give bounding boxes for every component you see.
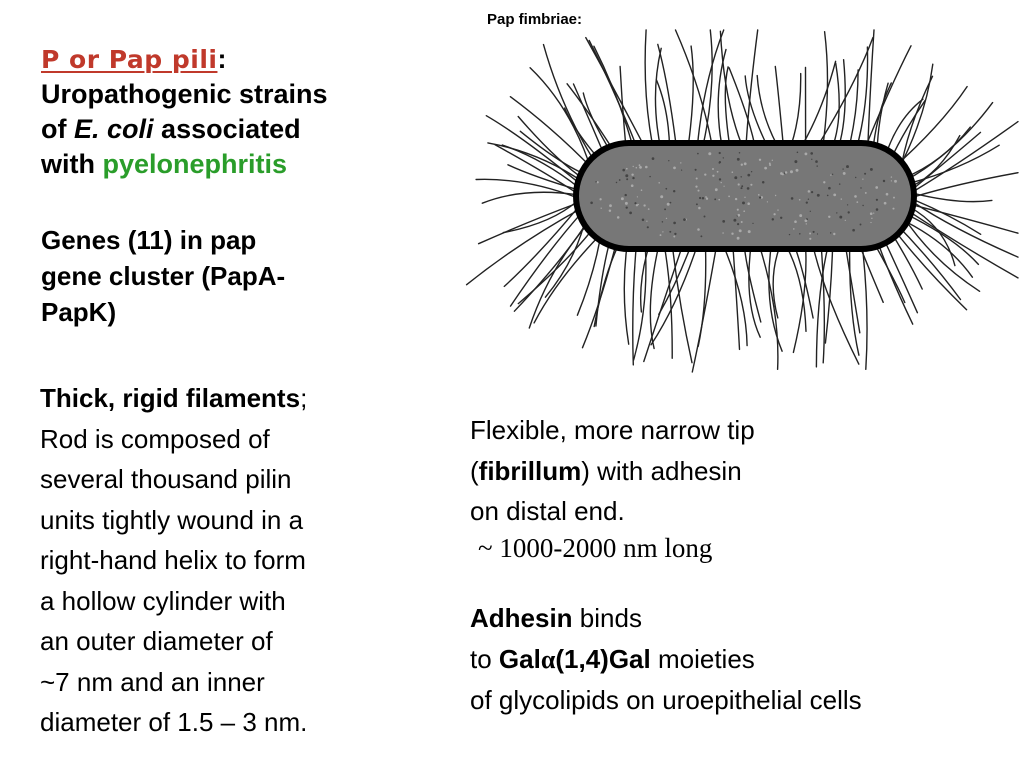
texture-dot [680,162,681,163]
texture-dot [865,192,867,194]
fimbria [909,145,999,183]
texture-dot [696,177,698,179]
texture-dot [695,169,697,171]
fimbria [733,249,739,350]
texture-dot [717,171,719,173]
texture-dot [634,202,636,204]
texture-dot [629,212,632,215]
fimbria [894,221,961,299]
texture-dot [827,195,829,197]
texture-dot [712,168,714,170]
texture-dot [704,216,706,218]
title-line [41,42,421,77]
texture-dot [759,159,761,161]
tip-line2-rest: ) with adhesin [581,455,742,486]
texture-dot [673,236,675,238]
texture-dot [852,229,855,232]
rod-description-block [40,378,420,743]
title-description-line1: Uropathogenic strains [41,79,328,109]
fimbria [672,244,692,363]
linkage-text: (1,4)Gal [555,643,651,674]
texture-dot [697,228,700,231]
rod-line: units tightly wound in a [40,504,304,535]
genes-line2: gene cluster (PapA- [41,261,286,291]
texture-dot [621,197,624,200]
rod-line: an outer diameter of [40,626,273,656]
texture-dot [599,198,601,200]
fimbria [791,74,801,145]
rod-semicolon: ; [300,383,308,413]
texture-dot [674,233,676,235]
moieties-text: moieties [650,643,755,674]
texture-dot [673,190,675,192]
species-name: E. coli [74,114,154,144]
texture-dot [639,166,642,169]
texture-dot [772,218,774,220]
with-text: with [41,149,95,179]
open-paren: ( [470,455,479,486]
texture-dot [785,171,788,174]
adhesin-block [470,598,1010,721]
texture-dot [637,196,638,197]
tip-line2 [470,451,890,492]
texture-dot [737,223,739,225]
texture-dot [739,229,742,232]
texture-dot [698,190,700,192]
associated-text: associated [161,114,301,144]
texture-dot [670,202,672,204]
texture-dot [639,164,641,166]
texture-dot [665,188,667,190]
pap-fimbriae-illustration [430,5,1024,380]
title-block [41,42,421,182]
texture-dot [811,159,812,160]
texture-dot [698,207,701,210]
texture-dot [625,174,628,177]
texture-dot [673,222,676,225]
texture-dot [712,175,714,177]
texture-dot [696,203,698,205]
texture-dot [626,206,628,208]
texture-dot [797,152,799,154]
texture-dot [817,194,820,197]
fimbria [476,179,576,197]
texture-dot [742,201,745,204]
texture-dot [681,169,682,170]
texture-dot [744,162,747,165]
texture-dot [884,202,887,205]
texture-dot [759,197,761,199]
texture-dot [740,176,741,177]
texture-dot [702,197,704,199]
texture-dot [806,223,807,224]
fimbria [482,192,576,203]
texture-dot [839,183,840,184]
texture-dot [667,203,670,206]
texture-dot [609,210,611,212]
texture-dot [705,196,707,198]
fimbria [586,38,648,153]
texture-dot [658,182,660,184]
rod-line: ~7 nm and an inner [40,666,265,697]
fimbria [725,67,729,143]
texture-dot [830,232,831,233]
texture-dot [809,238,811,240]
texture-dot [633,166,634,167]
texture-dot [641,189,643,191]
of-text: of [41,114,67,144]
fimbria [831,63,839,150]
fibrillum-term: fibrillum [478,455,582,486]
texture-dot [723,157,724,158]
texture-dot [718,199,720,201]
adhesin-line2 [470,639,1010,681]
fibrillum-length: ~ 1000-2000 nm long [478,533,713,563]
texture-dot [843,172,846,175]
texture-dot [876,199,878,201]
texture-dot [839,216,842,219]
title-description-line3 [41,147,421,182]
texture-dot [823,181,825,183]
texture-dot [794,220,797,223]
texture-dot [741,164,743,166]
texture-dot [873,212,874,213]
texture-dot [719,162,721,164]
texture-dot [737,158,740,161]
texture-dot [805,153,808,156]
title-description-line2 [41,112,421,147]
texture-dot [699,197,701,199]
texture-dot [799,199,801,201]
texture-dot [817,233,818,234]
texture-dot [609,204,612,207]
texture-dot [642,219,645,222]
texture-dot [862,205,863,206]
texture-dot [737,237,740,240]
texture-dot [791,197,794,200]
texture-dot [597,181,599,183]
texture-dot [648,208,650,210]
texture-dot [617,216,620,219]
fimbria [746,30,758,143]
texture-dot [767,201,768,202]
texture-dot [714,198,716,200]
texture-dot [715,188,718,191]
texture-dot [871,218,872,219]
fimbria [504,206,579,286]
texture-dot [660,195,663,198]
fimbria [688,46,693,146]
texture-dot [626,168,628,170]
texture-dot [723,186,724,187]
texture-dot [862,178,863,179]
genes-line1: Genes (11) in pap [41,225,257,255]
texture-dot [662,231,663,232]
texture-dot [842,168,843,169]
texture-dot [766,168,767,169]
fimbria [914,193,992,201]
tip-description-block [470,410,890,532]
texture-dot [708,152,711,155]
texture-dot [777,209,778,210]
texture-dot [666,218,667,219]
texture-dot [626,178,628,180]
texture-dot [894,180,897,183]
texture-dot [848,211,850,213]
fimbria [914,173,1018,197]
texture-dot [616,182,617,183]
texture-dot [631,173,633,175]
texture-dot [737,214,740,217]
disease-name: pyelonephritis [102,149,288,179]
texture-dot [695,185,697,187]
texture-dot [660,234,662,236]
texture-dot [813,231,815,233]
title-colon: : [217,44,227,74]
texture-dot [719,152,721,154]
fimbria [745,249,761,322]
texture-dot [664,208,666,210]
fimbria [720,31,741,143]
texture-dot [773,213,775,215]
texture-dot [752,223,753,224]
texture-dot [747,174,750,177]
texture-dot [870,168,873,171]
texture-dot [622,169,625,172]
texture-dot [590,202,593,205]
to-text: to [470,643,499,674]
texture-dot [870,212,873,215]
texture-dot [625,194,627,196]
texture-dot [892,208,894,210]
adhesin-line3: of glycolipids on uroepithelial cells [470,685,862,715]
fimbria [645,30,654,151]
texture-dot [735,198,737,200]
texture-dot [845,220,846,221]
fimbria [802,61,836,146]
texture-dot [751,171,752,172]
texture-dot [864,173,866,175]
texture-dot [737,209,739,211]
fimbria [633,237,637,365]
texture-dot [805,219,808,222]
rod-line: right-hand helix to form [40,545,306,575]
texture-dot [683,218,686,221]
fimbria [529,219,592,328]
texture-dot [643,204,645,206]
texture-dot [769,163,771,165]
tip-line1: Flexible, more narrow tip [470,415,755,445]
texture-dot [731,233,733,235]
texture-dot [625,202,628,205]
texture-dot [722,232,724,234]
texture-dot [809,232,811,234]
fimbria [889,224,966,310]
texture-dot [847,204,848,205]
genes-line3: PapK) [41,297,117,327]
gal-receptor [499,644,651,674]
texture-dot [728,196,730,198]
texture-dot [721,182,722,183]
rod-line: several thousand pilin [40,464,292,494]
texture-dot [652,157,655,160]
texture-dot [697,153,699,155]
texture-dot [780,172,783,175]
texture-dot [732,171,734,173]
texture-dot [833,233,835,235]
texture-dot [883,180,885,182]
texture-dot [815,160,818,163]
fimbria [508,165,577,190]
rod-line: a hollow cylinder with [40,585,286,616]
texture-dot [846,165,849,168]
texture-dot [704,173,706,175]
texture-dot [875,186,878,189]
texture-dot [741,221,743,223]
texture-dot [856,201,858,203]
texture-dot [646,221,647,222]
texture-dot [860,187,861,188]
texture-dot [789,234,790,235]
binds-text: binds [572,603,642,633]
texture-dot [758,194,760,196]
texture-dot [738,183,740,185]
fimbria [655,48,661,150]
texture-dot [810,211,811,212]
texture-dot [793,228,795,230]
texture-dot [762,181,765,184]
texture-dot [631,184,634,187]
texture-dot [806,201,808,203]
fimbria [479,203,578,244]
rod-heading-line [40,378,420,419]
texture-dot [799,214,802,217]
texture-dot [706,198,708,200]
texture-dot [619,179,621,181]
texture-dot [632,177,634,179]
texture-dot [794,160,797,163]
fimbria [644,245,683,361]
fimbria [844,239,860,333]
texture-dot [833,194,836,197]
texture-dot [741,185,743,187]
texture-dot [836,212,837,213]
fimbria [698,248,706,347]
texture-dot [832,174,833,175]
figure-title: Pap fimbriae: [487,11,583,28]
rod-heading: Thick, rigid filaments [40,383,301,413]
texture-dot [830,174,831,175]
texture-dot [733,219,736,222]
texture-dot [775,195,776,196]
fimbria [757,76,776,144]
adhesin-term: Adhesin [470,603,573,633]
texture-dot [828,216,830,218]
texture-dot [636,204,638,206]
fimbria [658,44,677,147]
texture-dot [810,152,813,155]
fimbria [659,246,691,314]
rod-line: diameter of 1.5 – 3 nm. [40,707,308,737]
texture-dot [747,202,750,205]
texture-dot [669,231,671,233]
texture-dot [662,221,663,222]
texture-dot [734,176,737,179]
texture-dot [808,190,811,193]
texture-dot [893,197,895,199]
texture-dot [828,187,831,190]
texture-dot [796,169,799,172]
texture-dot [645,166,648,169]
texture-dot [811,191,813,193]
texture-dot [860,224,862,226]
texture-dot [799,233,801,235]
fimbria [775,66,783,144]
pap-pili-title: P or Pap pili [41,45,218,74]
fimbria [749,249,760,337]
texture-dot [740,187,742,189]
texture-dot [595,181,596,182]
texture-dot [891,180,892,181]
fimbria [486,116,580,184]
texture-dot [876,208,879,211]
texture-dot [649,176,650,177]
texture-dot [747,187,750,190]
gal-text: Gal [498,643,541,674]
genes-block [41,222,401,330]
texture-dot [744,197,745,198]
texture-dot [673,167,676,170]
fimbria [467,209,581,285]
texture-dot [739,152,741,154]
texture-dot [886,193,889,196]
fimbria [787,247,806,331]
texture-dot [780,217,782,219]
texture-dot [750,184,752,186]
texture-dot [870,222,871,223]
texture-dot [854,195,857,198]
texture-dot [855,177,856,178]
texture-dot [636,167,638,169]
texture-dot [719,178,721,180]
texture-dot [722,220,725,223]
fimbria [821,243,824,362]
bacterial-cell-body [576,143,914,249]
texture-dot [772,160,773,161]
alpha-symbol: α [540,644,556,674]
texture-dot [647,226,649,228]
adhesin-line1 [470,598,1010,639]
fimbria [664,243,672,359]
tip-line3: on distal end. [470,496,625,526]
texture-dot [743,210,745,212]
rod-line: Rod is composed of [40,423,270,454]
texture-dot [668,160,669,161]
texture-dot [748,230,751,233]
texture-dot [816,165,817,166]
texture-dot [841,198,842,199]
texture-dot [808,199,809,200]
texture-dot [601,208,602,209]
texture-dot [700,235,702,237]
texture-dot [891,176,892,177]
texture-dot [790,170,793,173]
